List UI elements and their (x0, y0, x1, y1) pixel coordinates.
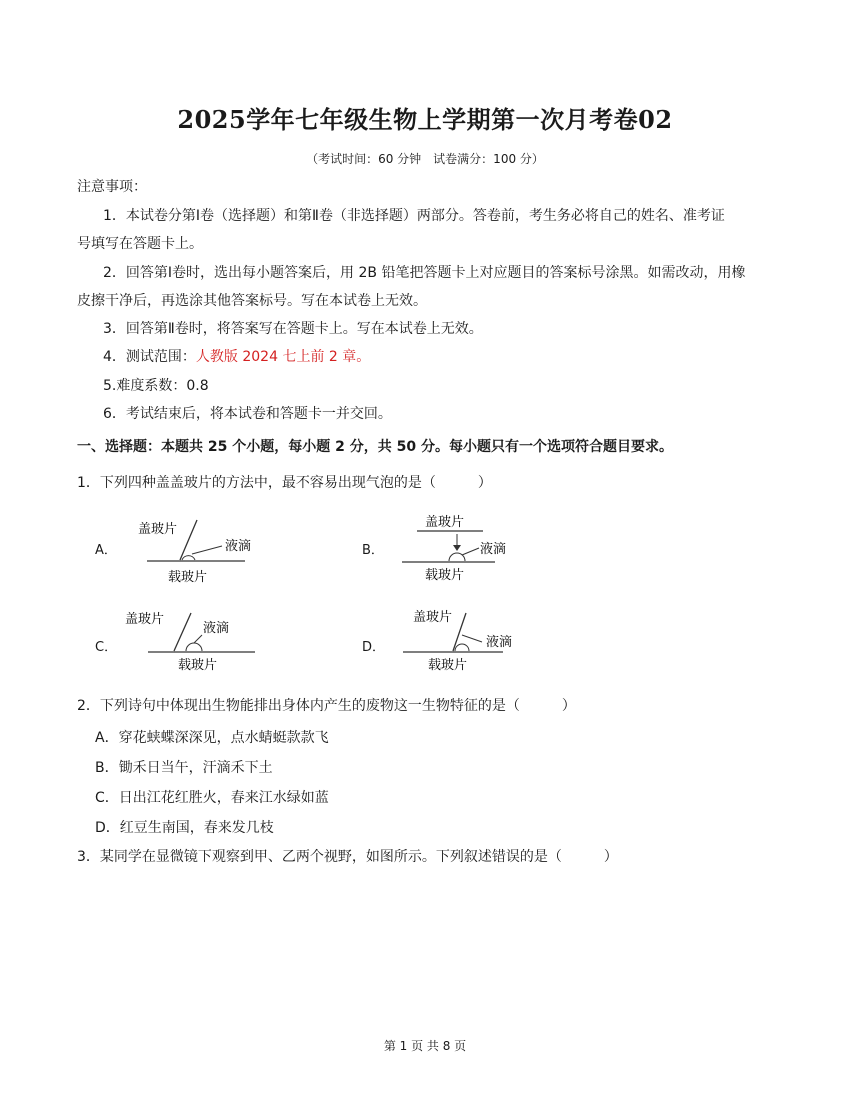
drop-arc (186, 643, 202, 651)
slide-label: 载玻片 (425, 568, 465, 583)
exam-info: （考试时间：60 分钟 试卷满分：100 分） (306, 152, 544, 166)
q2-option-c: C．日出江花红胜火，春来江水绿如蓝 (95, 790, 329, 806)
notice-heading: 注意事项： (77, 179, 147, 195)
notice-item-6: 6．考试结束后，将本试卷和答题卡一并交回。 (103, 406, 392, 422)
drop-leader (462, 635, 482, 642)
test-range: 人教版 2024 七上前 2 章。 (195, 349, 371, 365)
cover-label: 盖玻片 (138, 522, 178, 537)
notice-item-5: 5.难度系数：0.8 (103, 378, 209, 394)
section-heading: 一、选择题：本题共 25 个小题，每小题 2 分，共 50 分。每小题只有一个选项符合题目要求。 (77, 439, 673, 455)
question-3-stem: 3．某同学在显微镜下观察到甲、乙两个视野，如图所示。下列叙述错误的是（ ） (77, 849, 618, 865)
drop-label: 液滴 (225, 539, 252, 554)
notice-item-4-label: 4．测试范围： (103, 349, 196, 365)
slide-label: 载玻片 (178, 658, 218, 673)
q1-option-d-label: D． (362, 640, 386, 655)
cover-label: 盖玻片 (425, 515, 465, 530)
drop-label: 液滴 (480, 542, 507, 557)
notice-item-2-cont: 皮擦干净后，再选涂其他答案标号。写在本试卷上无效。 (77, 293, 427, 309)
question-1-stem: 1．下列四种盖盖玻片的方法中，最不容易出现气泡的是（ ） (77, 475, 492, 491)
drop-arc (449, 553, 465, 561)
q1-diagram-a (125, 513, 285, 588)
slide-label: 载玻片 (428, 658, 468, 673)
notice-item-1: 1．本试卷分第Ⅰ卷（选择题）和第Ⅱ卷（非选择题）两部分。答卷前，考生务必将自己的姓名、准考证 (103, 208, 725, 224)
notice-item-2: 2．回答第Ⅰ卷时，选出每小题答案后，用 2B 铅笔把答题卡上对应题目的答案标号涂黑。如需改动，用橡 (103, 265, 746, 281)
question-2-stem: 2．下列诗句中体现出生物能排出身体内产生的废物这一生物特征的是（ ） (77, 698, 576, 714)
q2-option-a: A．穿花蛱蝶深深见，点水蜻蜓款款飞 (95, 730, 329, 746)
notice-item-1-cont: 号填写在答题卡上。 (77, 236, 203, 252)
arrow-head-icon (453, 545, 461, 551)
cover-label: 盖玻片 (125, 612, 165, 627)
cover-label: 盖玻片 (413, 610, 453, 625)
cover-slip-line (453, 613, 466, 651)
q1-option-c-label: C． (95, 640, 118, 655)
notice-item-4 (103, 346, 370, 366)
drop-leader (192, 546, 222, 554)
q1-option-a-label: A． (95, 543, 117, 558)
q1-diagram-b (395, 508, 555, 588)
drop-label: 液滴 (486, 635, 513, 650)
page-title: 2025学年七年级生物上学期第一次月考卷02 (177, 105, 673, 134)
q2-option-d: D．红豆生南国，春来发几枝 (95, 820, 274, 836)
q1-diagram-d (398, 605, 558, 680)
drop-leader (194, 635, 202, 643)
drop-arc (455, 644, 469, 651)
q2-option-b: B．锄禾日当午，汗滴禾下土 (95, 760, 273, 776)
q1-diagram-c (118, 605, 278, 680)
cover-slip-line (180, 520, 197, 560)
q1-option-b-label: B． (362, 543, 384, 558)
drop-leader (462, 548, 479, 555)
slide-label: 载玻片 (168, 570, 208, 585)
drop-label: 液滴 (203, 621, 230, 636)
drop-arc (182, 556, 195, 560)
notice-item-3: 3．回答第Ⅱ卷时，将答案写在答题卡上。写在本试卷上无效。 (103, 321, 483, 337)
page-footer: 第 1 页 共 8 页 (383, 1039, 467, 1053)
